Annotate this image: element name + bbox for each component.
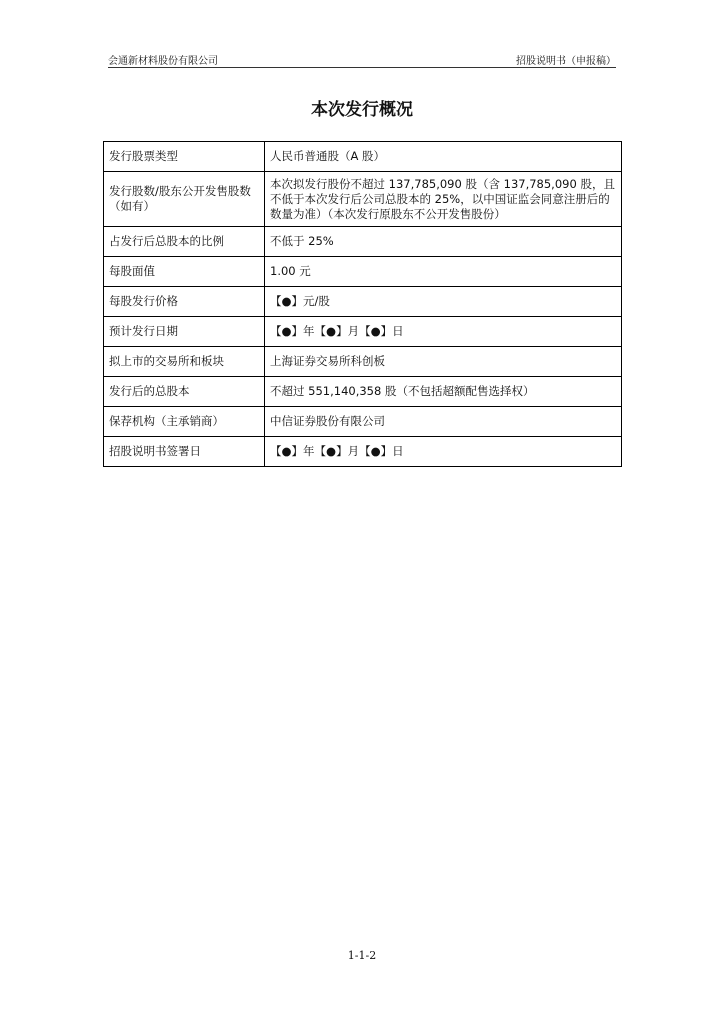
row-value: 本次拟发行股份不超过 137,785,090 股（含 137,785,090 股，且不低于本次发行后公司总股本的 25%，以中国证监会同意注册后的数量为准）（本次发行原股东不公开发售股份） [265,172,622,227]
row-label: 保荐机构（主承销商） [104,407,265,437]
page-number: 1-1-2 [347,949,377,962]
company-name: 会通新材料股份有限公司 [108,56,218,67]
page-title: 本次发行概况 [311,100,413,120]
row-value: 中信证券股份有限公司 [265,407,622,437]
row-label: 占发行后总股本的比例 [104,227,265,257]
table-row [104,172,622,227]
offering-summary-table [103,141,622,467]
row-value: 上海证券交易所科创板 [265,347,622,377]
row-label: 发行后的总股本 [104,377,265,407]
table-row [104,142,622,172]
table-row [104,287,622,317]
row-value: 1.00 元 [265,257,622,287]
row-label: 招股说明书签署日 [104,437,265,467]
document-type: 招股说明书（申报稿） [516,56,616,67]
table-row [104,377,622,407]
row-value: 【●】年【●】月【●】日 [265,317,622,347]
row-label: 发行股票类型 [104,142,265,172]
table-row [104,437,622,467]
row-value: 人民币普通股（A 股） [265,142,622,172]
row-value: 【●】年【●】月【●】日 [265,437,622,467]
table-row [104,227,622,257]
table-row [104,317,622,347]
row-value: 不超过 551,140,358 股（不包括超额配售选择权） [265,377,622,407]
row-value: 【●】元/股 [265,287,622,317]
row-label: 发行股数/股东公开发售股数（如有） [104,172,265,227]
row-label: 拟上市的交易所和板块 [104,347,265,377]
page-header [108,50,616,68]
row-label: 预计发行日期 [104,317,265,347]
table-row [104,347,622,377]
row-label: 每股面值 [104,257,265,287]
table-row [104,257,622,287]
table-row [104,407,622,437]
row-label: 每股发行价格 [104,287,265,317]
row-value: 不低于 25% [265,227,622,257]
